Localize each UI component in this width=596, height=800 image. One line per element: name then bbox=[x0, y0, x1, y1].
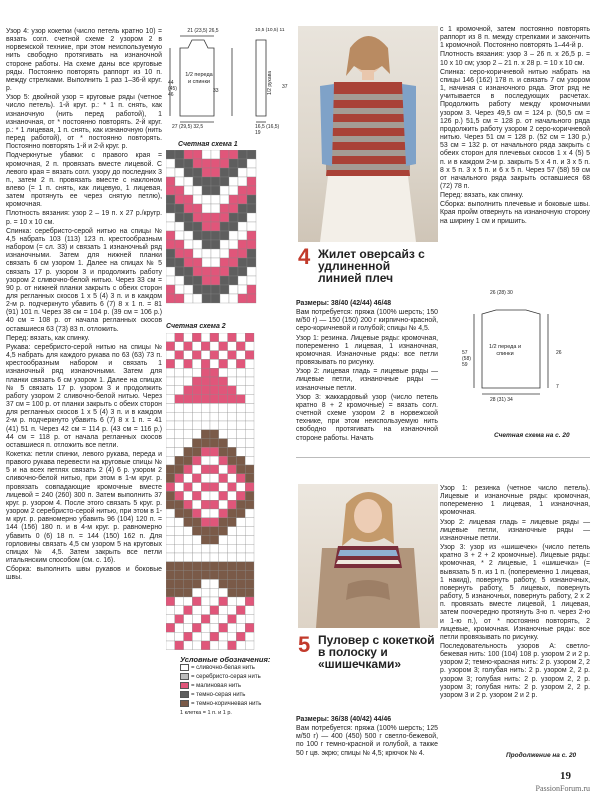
schematic-label: 27 (29,5) 32,5 bbox=[172, 124, 204, 130]
schematic-label: 1/2 рукава bbox=[267, 70, 274, 96]
paragraph: Спинка: серебристо-серой нитью на спицы № 4,5 набрать 103 (113) 123 п. крестообразным набором (= сл. 33) и связать 1 изнаночный ряд изнаночными. Затем для нижней планки связать 6 см узором 1. Далее на спицах № 5 связать 17 р. узором 3 и продолжить работу узором 2 сливочно-белой нитью. Через 33 см = 90 р. от нижней планки закрыть с обеих сторон для регланных скосов 1 x 5 (4) 3 п. и в каждом 2-м р. подчеркнуто убавить 6 (7) 8 x 1 п. = 81 (91) 101 п. Через 38 см = 104 р. (39 см = 106 р.) 40 см = 108 р. от начала регланных скосов оставшиеся 63 (73) 83 п. отложить. bbox=[6, 227, 162, 333]
paragraph: Перед: вязать, как спинку. bbox=[6, 334, 90, 342]
schematic-label: 7 bbox=[556, 384, 559, 390]
swatch-icon bbox=[180, 691, 189, 698]
page-number: 19 bbox=[560, 770, 571, 782]
legend-item: = серебристо-серая нить bbox=[180, 673, 300, 682]
paragraph: Узор 5: двойной узор = круговые ряды (четное число петель). 1-й круг. р.: * 1 п. снять, как изнаночную (нить перед работой), 1 изнаночная, от * постоянно повторять. 2-й круг. р.: * 1 лицевая, 1 п. снять, как изнаночную (нить перед работой), от * постоянно повторять. Постоянно повторять 1-й и 2-й круг. р. bbox=[6, 94, 162, 151]
swatch-icon bbox=[180, 682, 189, 689]
paragraph: Узор 4: узор кокетки (число петель кратно 10) = вязать согл. счетной схеме 2 узором 2 в норвежской технике, при этом неиспользуемую нить свободно протягивать на изнаночной стороне работы. На схеме даны все круговые ряды. Постоянно повторять раппорт из 10 п. между стрелками. Выполнить 1 раз 1–36-й круг. р. bbox=[6, 28, 162, 93]
paragraph: Размеры: 36/38 (40/42) 44/46 bbox=[296, 716, 392, 723]
paragraph: Вам потребуется: пряжа (100% шерсть; 125 м/50 г) — 400 (450) 500 г светло-бежевой, по 100 г темно-красной и голубой, а также 50 г цв. экрю; спицы № 4,5; крючок № 4. bbox=[296, 725, 438, 757]
legend-title: Условные обозначения: bbox=[180, 655, 271, 664]
column-left bbox=[6, 28, 162, 583]
legend-item: = темно-коричневая нить bbox=[180, 700, 300, 709]
continued-note: Продолжение на с. 20 bbox=[506, 752, 577, 759]
paragraph: Плотность вязания: узор 3 – 26 п. x 26,5 р. = 10 x 10 см; узор 2 – 21 п. x 28 р. = 10 x 10 см. bbox=[440, 51, 590, 67]
paragraph: Вам потребуется: пряжа (100% шерсть; 150 м/50 г) — 150 (150) 200 г кирпично-красной, серо-коричневой и голубой; спицы № 4,5. bbox=[296, 309, 438, 333]
chart-title-2: Счетная схема 2 bbox=[166, 323, 226, 330]
divider bbox=[296, 457, 590, 458]
column-pullover bbox=[296, 716, 438, 759]
paragraph: Сборка: выполнить швы рукавов и боковые швы. bbox=[6, 566, 162, 582]
schematic-label: 10,5 (10,5) 11 bbox=[255, 28, 285, 33]
photo-pullover bbox=[298, 484, 438, 628]
chart-ref: Счетная схема на с. 20 bbox=[494, 432, 570, 439]
legend bbox=[180, 655, 300, 718]
chart-title-1: Счетная схема 1 bbox=[178, 141, 238, 148]
paragraph: с 1 кромочной, затем постоянно повторять раппорт из 8 п. между стрелками и закончить 1 кромочной. Постоянно повторять 1–44-й р. bbox=[440, 26, 590, 50]
paragraph: Подчеркнутые убавки: с правого края = кромочная, 2 п. провязать вместе лицевой. С левого края = вязать согл. узору до последних 3 п., затем 2 п. провязать вместе с наклоном влево (= 1 п. снять, как лицевую, 1 лицевая, затем протянуть ее через снятую петлю), кромочная. bbox=[6, 152, 162, 209]
schematic-label: 33 bbox=[213, 88, 219, 94]
knitting-chart-1 bbox=[166, 150, 280, 310]
model-illustration bbox=[298, 26, 438, 242]
schematic-label: 16,5 (16,5) 19 bbox=[255, 124, 280, 136]
paragraph: Кокетка: петли спинки, левого рукава, переда и правого рукава перевести на круговые спицы № 5 и на всех петлях связать 2 (4) 6 р. узором 2 сливочно-белой нитью, при этом в 1-м круг. р. провязать совпадающие кромочные вместе лицевой = 240 (260) 300 п. Затем выполнить 37 круг. р. узором 4. После этого связать 5 круг. р. узором 2 серебристо-серой нитью, при этом в 1-м круг. р. равномерно убавить 96 (104) 120 п. = 144 (156) 180 п. и в 4-м круг. р. равномерно убавить 0 (6) 18 п. = 144 (150) 162 п. Для горловины связать 4,5 см узором 5 на круговых спицах № 4,5. Затем закрыть все петли итальянским способом (см. с. 16). bbox=[6, 450, 162, 564]
paragraph: Узор 2: лицевая гладь = лицевые ряды — лицевые петли, изнаночные ряды — изнаночные петли. bbox=[296, 368, 438, 392]
schematic-label: 26 bbox=[556, 350, 562, 356]
schematic-label: 37 bbox=[282, 84, 288, 90]
legend-item: = темно-серая нить bbox=[180, 691, 300, 700]
schematic-label: 21 (23,5) 26,5 bbox=[187, 28, 219, 34]
schematic-label: 1/2 переда и спинки bbox=[185, 72, 213, 85]
schematic-label: 44 (45) 46 bbox=[168, 80, 177, 98]
schematic-label: 57 (58) 59 bbox=[462, 350, 471, 368]
paragraph: Перед: вязать, как спинку. bbox=[440, 192, 524, 200]
schematic-label: 1/2 переда и спинки bbox=[488, 344, 522, 357]
legend-item: = малиновая нить bbox=[180, 682, 300, 691]
swatch-icon bbox=[180, 673, 189, 680]
paragraph: Размеры: 38/40 (42/44) 46/48 bbox=[296, 300, 392, 307]
schematic-label: 28 (31) 34 bbox=[490, 397, 513, 403]
knitting-chart-2 bbox=[166, 333, 280, 651]
photo-vest bbox=[298, 26, 438, 242]
paragraph: Рукава: серебристо-серой нитью на спицы № 4,5 набрать для каждого рукава по 63 (63) 73 п. крестообразным набором и связать 1 изнаночный ряд изнаночными. Затем для планки связать 6 см узором 1. Далее на спицах № 5 связать 17 р. узором 3 и продолжить работу узором 2 сливочно-белой нитью. Через 37 см = 100 р. от планки закрыть с обеих сторон для регланных скосов 1 x 5 (4) 3 п. и в каждом 2-м р. подчеркнуто убавить 6 (7) 8 x 1 п. = 41 (41) 51 п. Через 42 см = 114 р. (43 см = 116 р.) 44 см = 118 р. от начала регланных скосов оставшиеся п. отложить все петли. bbox=[6, 343, 162, 449]
paragraph: Узор 1: резинка (четное число петель). Лицевые и изнаночные ряды: кромочная, попеременно 1 лицевая, 1 изнаночная, кромочная. bbox=[440, 485, 590, 517]
legend-item: = сливочно-белая нить bbox=[180, 664, 300, 673]
section-title: Жилет оверсайз с удлиненной линией плеч bbox=[318, 247, 425, 285]
section-title: Пуловер с кокеткой в полоску и «шишечками» bbox=[318, 633, 435, 671]
paragraph: Узор 2: лицевая гладь = лицевые ряды — лицевые петли, изнаночные ряды — изнаночные петли. bbox=[440, 518, 590, 542]
swatch-icon bbox=[180, 664, 189, 671]
paragraph: Узор 1: резинка. Лицевые ряды: кромочная, попеременно 1 лицевая, 1 изнаночная, кромочная. Изнаночные ряды: все петли провязывать по рисунку. bbox=[296, 334, 438, 367]
schematic-label: 26 (28) 30 bbox=[490, 290, 513, 296]
paragraph: Спинка: серо-коричневой нитью набрать на спицы 146 (162) 178 п. и связать 7 см узором 1, начиная с изнаночного ряда. Этот ряд не учитывается в последующих расчетах. Продолжить работу между кромочными узором 3. Через 49,5 см = 124 р. (50,5 см = 126 р.) 51,5 см = 128 р. от начального ряда продолжить работу узором 2 серо-коричневой нитью. Через 51 см = 128 р. (52 см = 130 р.) 53 см = 132 р. от начального ряда закрыть с обеих сторон для плечевых скосов 1 x 4 (5) 5 п. и в каждом 2-м р. закрыть 5 x 4 п. и 3 x 5 п. 8 x 5 п. 3 x 5 п. и 6 x 5 п. Через 57 (58) 59 см от начального ряда закрыть оставшиеся 68 (72) 78 п. bbox=[440, 68, 590, 190]
column-right-top bbox=[440, 26, 590, 227]
paragraph: Последовательность узоров А: светло-бежевая нить: 100 (104) 108 р. узором 2 и 2 р. узором 2; темно-красная нить: 2 р. узором 2, 2 р. узором 3; голубая нить: 2 р. узором 2, 2 р. узором 3; голубая нить: 2 р. узором 2, 2 р. узором 3; голубая нить: 2 р. узором 2, 2 р. узором 3 и 2 р. узором 2 и 2 р. bbox=[440, 642, 590, 699]
section-number: 4 bbox=[298, 244, 311, 269]
model-illustration bbox=[298, 484, 438, 628]
swatch-icon bbox=[180, 700, 189, 707]
paragraph: Узор 3: жаккардовый узор (число петель кратно 8 + 2 кромочные) = вязать согл. счетной схеме узором 2 в норвежской технике, при этом неиспользуемую нить свободно протягивать на изнаночной стороне работы. Начать bbox=[296, 393, 438, 442]
legend-note: 1 клетка = 1 п. и 1 р. bbox=[180, 710, 232, 717]
watermark: PassionForum.ru bbox=[535, 784, 590, 793]
section-number: 5 bbox=[298, 632, 311, 657]
paragraph: Плотность вязания: узор 2 – 19 п. x 27 р./кругр. р. = 10 x 10 см. bbox=[6, 210, 162, 226]
column-vest bbox=[296, 300, 438, 444]
paragraph: Сборка: выполнить плечевые и боковые швы. Края пройм отвернуть на изнаночную сторону на ширину 1 см и пришить. bbox=[440, 201, 590, 225]
paragraph: Узор 3: узор из «шишечек» (число петель кратно 3 + 2 + 2 кромочные). Лицевые ряды: кромочная, * 2 лицевые, 1 «шишечка» (= вывязать 5 п. из 1 п. (попеременно 1 лицевая, 1 накид), повернуть работу, 5 изнаночных, повернуть работу, 5 лицевых, повернуть работу, 5 изнаночных, повернуть работу, 2 x 2 п. провязать вместе лицевой, 1 лицевая, затем поочередно протянуть 3-ю п. через 2-ю и 1-ю п.), от * постоянно повторять, 2 лицевые, кромочная. Изнаночные ряды: все петли провязывать по рисунку. bbox=[440, 544, 590, 641]
column-right-bottom bbox=[440, 485, 590, 701]
